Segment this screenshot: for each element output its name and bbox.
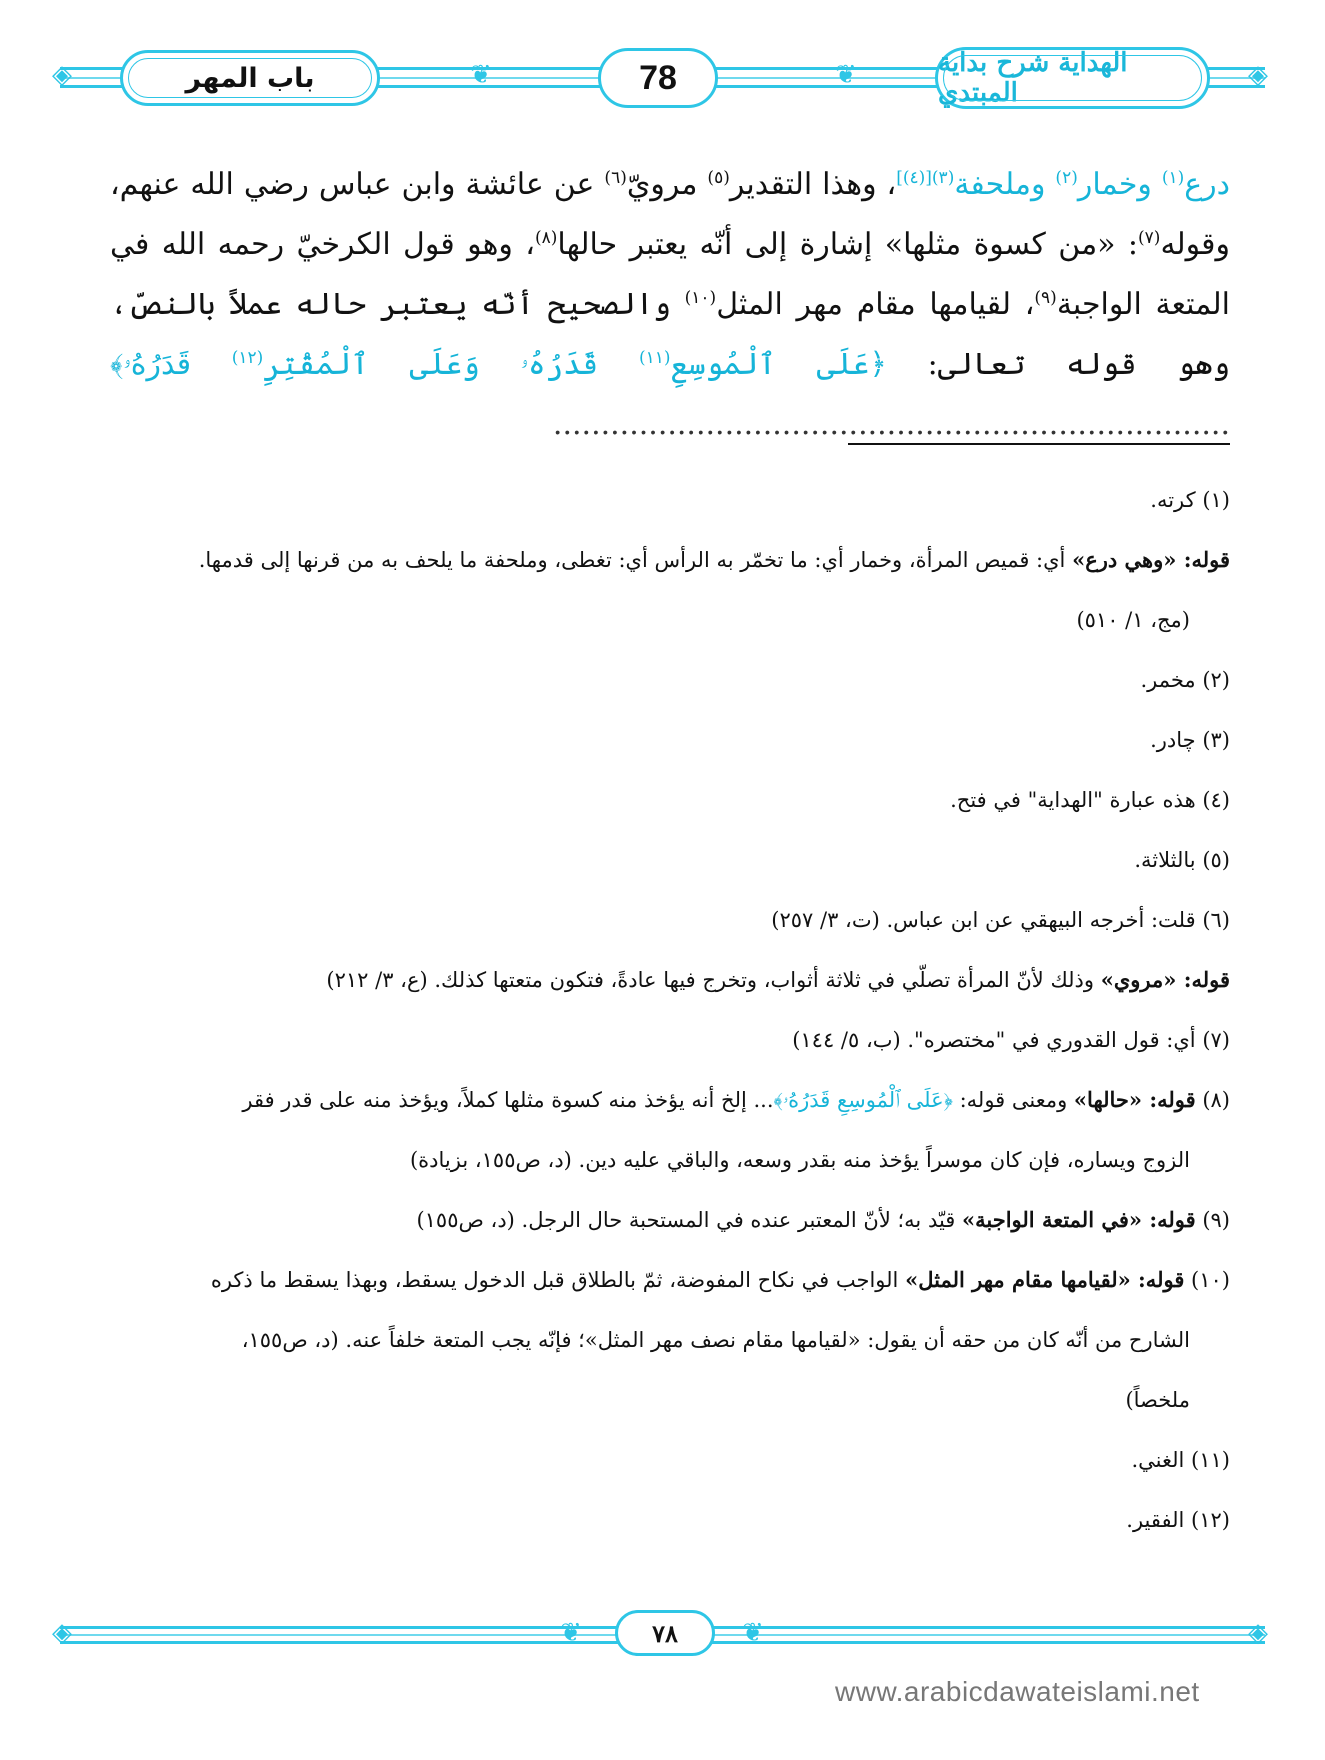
ornament-icon: ◈ (1248, 1618, 1268, 1648)
footnote-separator (848, 443, 1230, 445)
ornament-icon: ❦ (470, 60, 492, 90)
footer-page-number: ٧٨ (652, 1618, 678, 1648)
quran-verse: ﴿عَلَى ٱلْمُوسِعِ قَدَرُهُۥ﴾ (773, 1088, 953, 1112)
footnote: (٨) قوله: «حالها» ومعنى قوله: ﴿عَلَى ٱلْمُوسِعِ قَدَرُهُۥ﴾... إلخ أنه يؤخذ منه كسوة مثلها كملاً، ويؤخذ منه على قدر فقر (242, 1087, 1230, 1112)
footnote: (١١) الغني. (1131, 1448, 1230, 1472)
footnotes (110, 470, 1230, 1550)
book-title: الهداية شرح بداية المبتدي (938, 48, 1128, 108)
ornament-icon: ❦ (835, 60, 857, 90)
footnote: (١٢) الفقير. (1126, 1508, 1230, 1532)
footnote-continuation: الشارح من أنّه كان من حقه أن يقول: «لقيامها مقام نصف مهر المثل»؛ فإنّه يجب المتعة خلفاً عنه. (د، ص١٥٥، (241, 1328, 1190, 1352)
footnote: (٧) أي: قول القدوري في "مختصره". (ب، ٥/ ١٤٤) (792, 1028, 1230, 1052)
footnote-reference: (مج، ١/ ٥١٠) (1076, 608, 1190, 632)
footnote: (٢) مخمر. (1140, 668, 1230, 692)
ornament-icon: ❦ (742, 1618, 764, 1648)
ornament-icon: ❦ (560, 1618, 582, 1648)
footnote: قوله: «وهي درع» أي: قميص المرأة، وخمار أي: ما تخمّر به الرأس أي: تغطى، وملحفة ما يلحف به من قرنها إلى قدمها. (198, 547, 1230, 572)
ornament-icon: ◈ (52, 1618, 72, 1648)
quran-verse: ﴿عَلَى ٱلْمُوسِعِ (670, 347, 887, 382)
main-text (110, 155, 1230, 455)
dotted-leader: ....................................................................... (552, 407, 1230, 442)
chapter-title: باب المهر (185, 62, 315, 94)
footnote: (١٠) قوله: «لقيامها مقام مهر المثل» الواجب في نكاح المفوضة، ثمّ بالطلاق قبل الدخول يسقط، وبهذا يسقط ما ذكره (210, 1267, 1230, 1292)
ornament-icon: ◈ (52, 60, 72, 90)
footnote: (٤) هذه عبارة "الهداية" في فتح. (950, 788, 1230, 812)
main-paragraph: درع$^{(١)}$ وخمار$^{(٢)}$ وملحفة$^{(٣)[(٤)]}$، وهذا التقدير$^{(٥)}$ مرويّ$^{(٦)}$ عن عائشة وابن عباس رضي الله عنهم، وقوله$^{(٧)}$: «من كسوة مثلها» إشارة إلى أنّه يعتبر حالها$^{(٨)}$، وهو قول الكرخيّ رحمه الله في المتعة الواجبة$^{(٩)}$، لقيامها مقام مهر المثل$^{(١٠)}$ والصحيح أنّه يعتبر حاله عملاً بالنصّ، وهو قوله تعالى: ﴿عَلَى ٱلْمُوسِعِ$^{(١١)}$ قَدَرُهُۥ وَعَلَى ٱلْمُقْتِرِ$^{(١٢)}$ قَدَرُهُۥ﴾ ....................................................................... (110, 167, 1231, 442)
footnote: (٣) چادر. (1150, 728, 1230, 752)
book-title-box (935, 47, 1210, 109)
footnote-continuation: الزوج ويساره، فإن كان موسراً يؤخذ منه بقدر وسعه، والباقي عليه دين. (د، ص١٥٥، بزيادة) (409, 1148, 1190, 1172)
footnote: (٩) قوله: «في المتعة الواجبة» قيّد به؛ لأنّ المعتبر عنده في المستحبة حال الرجل. (د، ص١٥٥) (416, 1207, 1230, 1232)
page-number-box (598, 48, 718, 108)
footnote: (٥) بالثلاثة. (1134, 848, 1230, 872)
footnote: (١) كرته. (1150, 488, 1230, 512)
footer-page-number-box (615, 1610, 715, 1656)
footnote: (٦) قلت: أخرجه البيهقي عن ابن عباس. (ت، ٣/ ٢٥٧) (771, 908, 1230, 932)
chapter-title-box (120, 50, 380, 106)
footnote: قوله: «مروي» وذلك لأنّ المرأة تصلّي في ثلاثة أثواب، وتخرج فيها عادةً، فتكون متعتها كذلك. (ع، ٣/ ٢١٢) (326, 967, 1230, 992)
website-url[interactable]: www.arabicdawateislami.net (835, 1676, 1200, 1707)
footnote-continuation: ملخصاً) (1125, 1388, 1190, 1412)
page-number: 78 (639, 58, 677, 97)
ornament-icon: ◈ (1248, 60, 1268, 90)
